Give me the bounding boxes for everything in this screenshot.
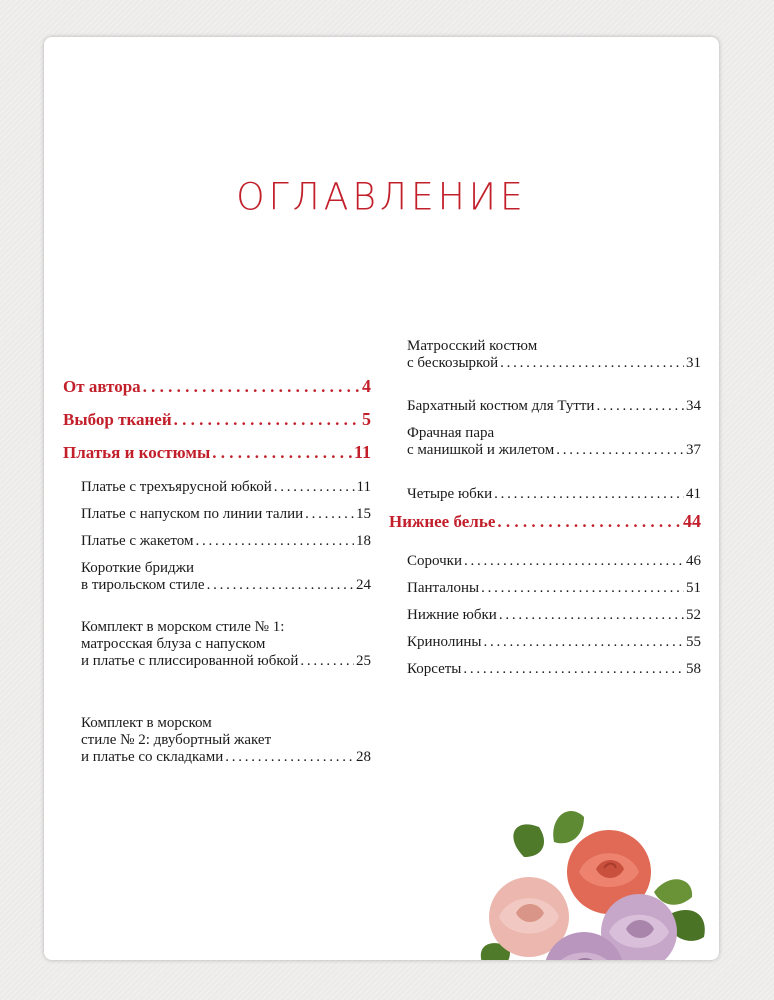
toc-item xyxy=(63,619,371,670)
leader-dots xyxy=(143,378,360,395)
ribbon-roses-illustration xyxy=(454,797,719,960)
toc-item-label: Платье с трехъярусной юбкой xyxy=(81,479,272,495)
toc-item xyxy=(63,479,371,496)
toc-page-number: 11 xyxy=(353,442,371,462)
leader-dots xyxy=(207,577,354,594)
toc-section-label: Выбор тканей xyxy=(63,410,172,429)
toc-item xyxy=(63,715,371,766)
toc-item xyxy=(389,425,701,459)
toc-section xyxy=(63,444,371,461)
toc-item xyxy=(389,338,701,372)
toc-page-number: 11 xyxy=(356,479,371,495)
leader-dots xyxy=(497,513,681,530)
toc-page-number: 34 xyxy=(686,398,701,414)
leader-dots xyxy=(195,533,354,550)
leader-dots xyxy=(481,580,684,597)
toc-page-number: 24 xyxy=(356,577,371,593)
toc-item xyxy=(389,398,701,415)
toc-page-number: 5 xyxy=(362,409,371,429)
toc-item xyxy=(389,607,701,624)
toc-item-label: Короткие бриджи xyxy=(81,560,195,576)
toc-item-label: матросская блуза с напуском xyxy=(81,636,266,652)
toc-page-number: 52 xyxy=(686,607,701,623)
leader-dots xyxy=(494,486,684,503)
toc-item-label: Сорочки xyxy=(407,553,462,569)
toc-page-number: 15 xyxy=(356,506,371,522)
toc-item-label: Комплект в морском стиле № 1: xyxy=(81,619,285,635)
leader-dots xyxy=(300,653,354,670)
toc-item xyxy=(63,560,371,594)
toc-item xyxy=(63,506,371,523)
leader-dots xyxy=(274,479,355,496)
leader-dots xyxy=(500,355,684,372)
toc-page-number: 18 xyxy=(356,533,371,549)
toc-section-label: Нижнее белье xyxy=(389,512,496,531)
toc-section-label: Платья и костюмы xyxy=(63,443,211,462)
toc-item-label: с манишкой и жилетом xyxy=(407,442,555,458)
toc-item-label: Панталоны xyxy=(407,580,480,596)
leader-dots xyxy=(596,398,684,415)
toc-item-label: в тирольском стиле xyxy=(81,577,205,593)
toc-item-label: стиле № 2: двубортный жакет xyxy=(81,732,272,748)
toc-item-label: и платье со складками xyxy=(81,749,224,765)
leader-dots xyxy=(499,607,684,624)
leader-dots xyxy=(212,444,352,461)
toc-item-label: Платье с жакетом xyxy=(81,533,194,549)
toc-item-label: Матросский костюм xyxy=(407,338,538,354)
leaf xyxy=(513,824,544,857)
toc-item-label: Корсеты xyxy=(407,661,462,677)
toc-item xyxy=(389,553,701,570)
leader-dots xyxy=(483,634,684,651)
leader-dots xyxy=(463,661,684,678)
toc-item-label: и платье с плиссированной юбкой xyxy=(81,653,299,669)
toc-item-label: Бархатный костюм для Тутти xyxy=(407,398,595,414)
toc-item-label: Нижние юбки xyxy=(407,607,497,623)
page-title: ОГЛАВЛЕНИЕ xyxy=(236,175,527,220)
toc-item-label: Четыре юбки xyxy=(407,486,493,502)
toc-page-number: 28 xyxy=(356,749,371,765)
toc-item-label: Кринолины xyxy=(407,634,482,650)
toc-section xyxy=(63,378,371,395)
toc-page-number: 44 xyxy=(683,511,701,531)
toc-item xyxy=(389,634,701,651)
toc-page-number: 46 xyxy=(686,553,701,569)
leader-dots xyxy=(556,442,684,459)
toc-item xyxy=(389,486,701,503)
toc-page-number: 55 xyxy=(686,634,701,650)
leader-dots xyxy=(225,749,354,766)
toc-section xyxy=(63,411,371,428)
toc-section-label: От автора xyxy=(63,377,141,396)
leader-dots xyxy=(464,553,684,570)
leader-dots xyxy=(305,506,354,523)
toc-item xyxy=(389,580,701,597)
toc-item-label: Комплект в морском xyxy=(81,715,212,731)
toc-page-number: 37 xyxy=(686,442,701,458)
toc-item-label: Фрачная пара xyxy=(407,425,495,441)
toc-page-number: 41 xyxy=(686,486,701,502)
toc-page-number: 51 xyxy=(686,580,701,596)
toc-page-number: 58 xyxy=(686,661,701,677)
toc-page-number: 25 xyxy=(356,653,371,669)
toc-section xyxy=(389,513,701,530)
toc-item-label: Платье с напуском по линии талии xyxy=(81,506,304,522)
leaf xyxy=(553,811,584,843)
toc-page-number: 31 xyxy=(686,355,701,371)
toc-page-number: 4 xyxy=(362,376,371,396)
toc-item xyxy=(63,533,371,550)
toc-item xyxy=(389,661,701,678)
leader-dots xyxy=(174,411,360,428)
book-page xyxy=(44,37,719,960)
toc-item-label: с бескозыркой xyxy=(407,355,499,371)
